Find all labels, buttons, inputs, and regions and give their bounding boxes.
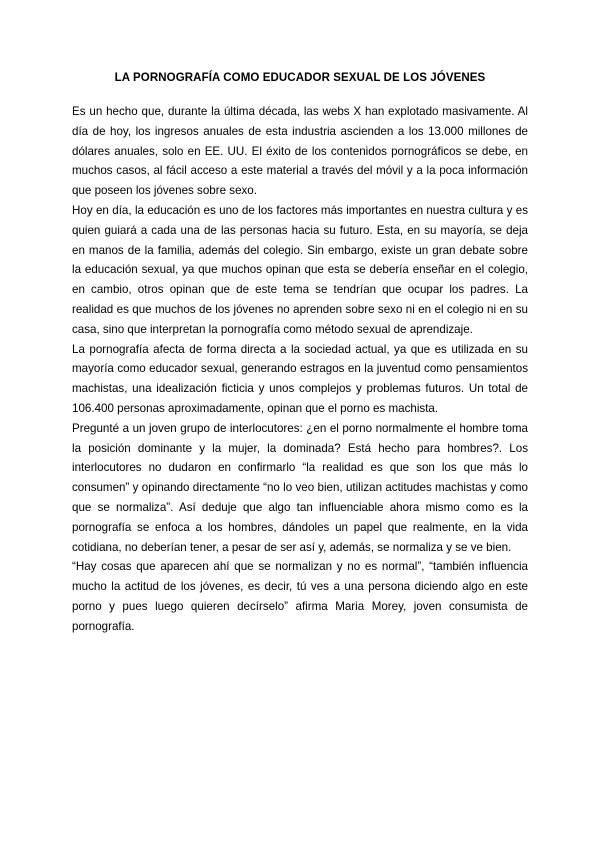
document-title: LA PORNOGRAFÍA COMO EDUCADOR SEXUAL DE LOS JÓVENES — [114, 72, 486, 84]
paragraph-2: Hoy en día, la educación es uno de los factores más importantes en nuestra cultura y es quien guiará a cada una de las personas hacia su futuro. Esta, en su mayoría, se deja en manos de la familia, además del colegio. Sin embargo, existe un gran debate sobre la educación sexual, ya que muchos opinan que esta se debería enseñar en el colegio, en cambio, otros opinan que de este tema se tendrían que ocupar los padres. La realidad es que muchos de los jóvenes no aprenden sobre sexo ni en el colegio ni en su casa, sino que interpretan la pornografía como método sexual de aprendizaje. — [72, 203, 528, 336]
paragraph-4: Pregunté a un joven grupo de interlocutores: ¿en el porno normalmente el hombre toma la posición dominante y la mujer, la dominada? Está hecho para hombres?. Los interlocutores no dudaron en confirmarlo “la realidad es que son los que más lo consumen” y opinando directamente “no lo veo bien, utilizan actitudes machistas y como que se normaliza”. Así deduje que algo tan influenciable ahora mismo como es la pornografía se enfoca a los hombres, dándoles un papel que realmente, en la vida cotidiana, no deberían tener, a pesar de ser así y, además, se normaliza y se ve bien. — [72, 421, 528, 554]
paragraph-3: La pornografía afecta de forma directa a la sociedad actual, ya que es utilizada en su mayoría como educador sexual, generando estragos en la juventud como pensamientos machistas, una idealización ficticia y unos complejos y problemas futuros. Un total de 106.400 personas aproximadamente, opinan que el porno es machista. — [72, 342, 528, 415]
paragraph-5: “Hay cosas que aparecen ahí que se normalizan y no es normal”, “también influencia mucho la actitud de los jóvenes, es decir, tú ves a una persona diciendo algo en este porno y pues luego quieren decírselo” afirma Maria Morey, joven consumista de pornografía. — [72, 560, 528, 633]
document-body — [72, 102, 528, 637]
paragraph-1: Es un hecho que, durante la última década, las webs X han explotado masivamente. Al día de hoy, los ingresos anuales de esta industria ascienden a los 13.000 millones de dólares anuales, solo en EE. UU. El éxito de los contenidos pornográficos se debe, en muchos casos, al fácil acceso a este material a través del móvil y a la poca información que poseen los jóvenes sobre sexo. — [72, 105, 528, 198]
